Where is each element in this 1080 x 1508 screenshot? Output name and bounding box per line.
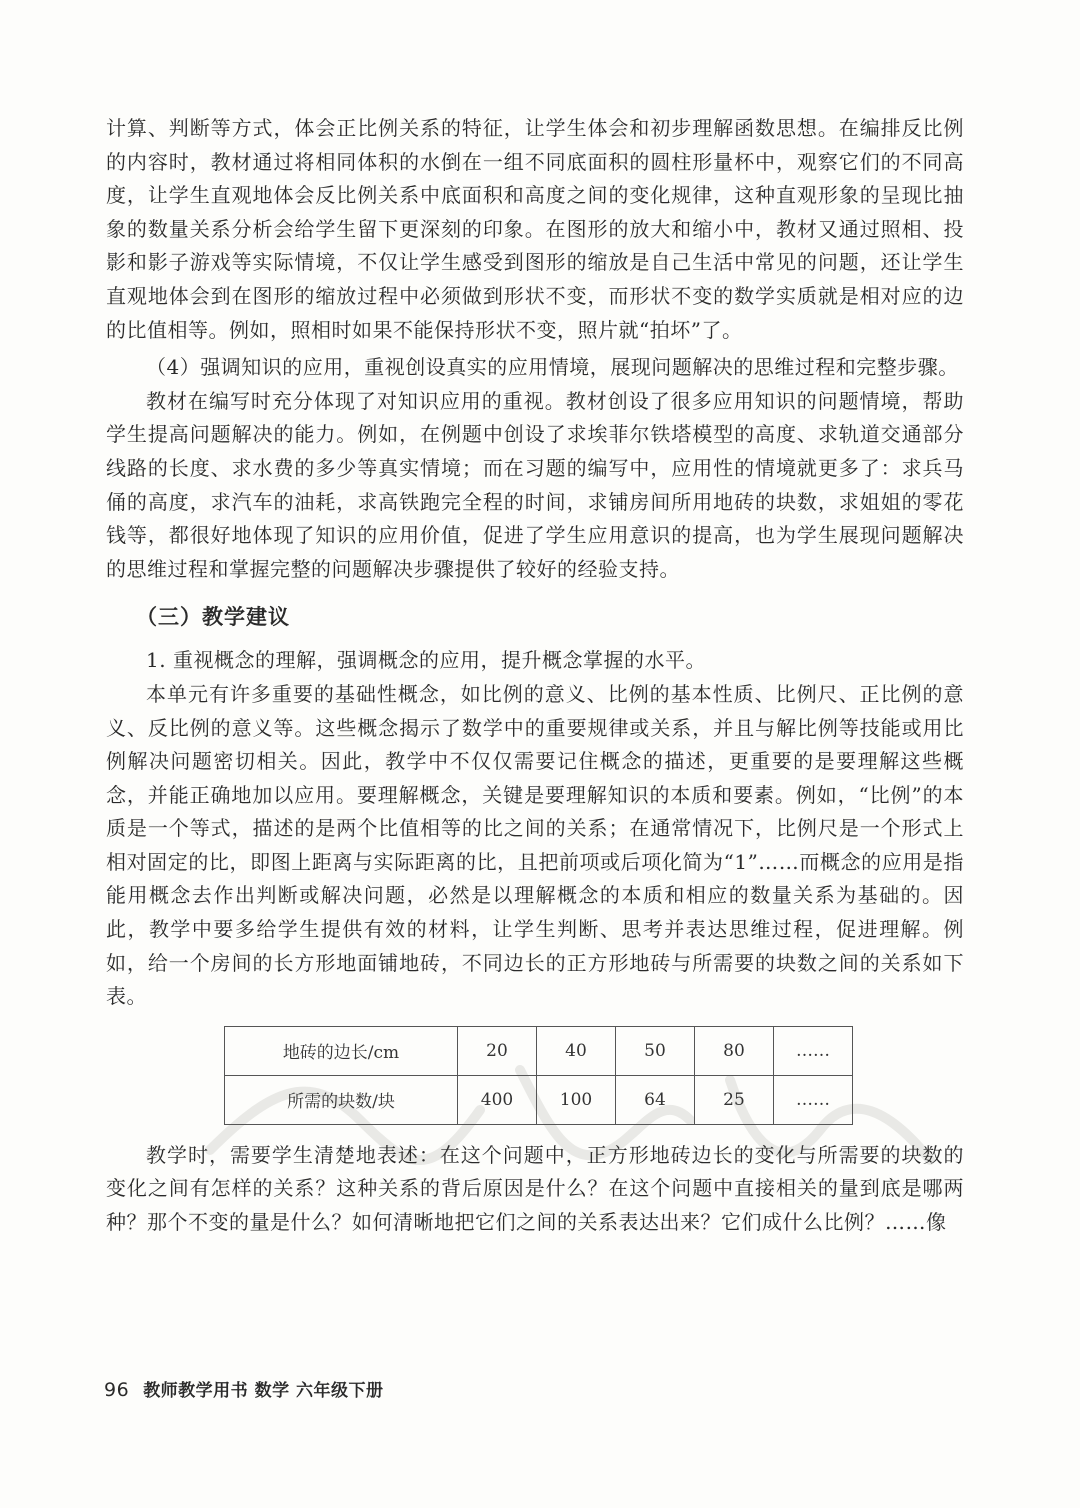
table-cell: 20 (458, 1026, 537, 1075)
paragraph-6: 教学时，需要学生清楚地表述：在这个问题中，正方形地砖边长的变化与所需要的块数的变化之间有怎样的关系？这种关系的背后原因是什么？在这个问题中直接相关的量到底是哪两种？那个不变的量是什么？如何清晰地把它们之间的关系表达出来？它们成什么比例？……像 (106, 1142, 964, 1235)
table-cell: …… (774, 1075, 853, 1124)
paragraph-5: 本单元有许多重要的基础性概念，如比例的意义、比例的基本性质、比例尺、正比例的意义、反比例的意义等。这些概念揭示了数学中的重要规律或关系，并且与解比例等技能或用比例解决问题密切相关。因此，教学中不仅仅需要记住概念的描述，更重要的是要理解这些概念，并能正确地加以应用。要理解概念，关键是要理解知识的本质和要素。例如，“比例”的本质是一个等式，描述的是两个比值相等的比之间的关系；在通常情况下，比例尺是一个形式上相对固定的比，即图上距离与实际距离的比，且把前项或后项化简为“1”……而概念的应用是指能用概念去作出判断或解决问题，必然是以理解概念的本质和相应的数量关系为基础的。因此，教学中要多给学生提供有效的材料，让学生判断、思考并表达思维过程，促进理解。例如，给一个房间的长方形地面铺地砖，不同边长的正方形地砖与所需要的块数之间的关系如下表。 (106, 681, 964, 1009)
paragraph-2: （4）强调知识的应用，重视创设真实的应用情境，展现问题解决的思维过程和完整步骤。 (146, 355, 959, 380)
table-cell: 50 (616, 1026, 695, 1075)
paragraph-3: 教材在编写时充分体现了对知识应用的重视。教材创设了很多应用知识的问题情境，帮助学生提高问题解决的能力。例如，在例题中创设了求埃菲尔铁塔模型的高度、求轨道交通部分线路的长度、求水费的多少等真实情境；而在习题的编写中，应用性的情境就更多了：求兵马俑的高度，求汽车的油耗，求高铁跑完全程的时间，求铺房间所用地砖的块数，求姐姐的零花钱等，都很好地体现了知识的应用价值，促进了学生应用意识的提高，也为学生展现问题解决的思维过程和掌握完整的问题解决步骤提供了较好的经验支持。 (106, 388, 964, 581)
page-footer (104, 1376, 384, 1401)
tile-table (224, 1026, 853, 1125)
table-cell: 25 (695, 1075, 774, 1124)
table-cell: 80 (695, 1026, 774, 1075)
tile-table-wrapper (224, 1026, 964, 1125)
paragraph-4: 1. 重视概念的理解，强调概念的应用，提升概念掌握的水平。 (146, 648, 706, 673)
main-text (106, 112, 964, 1240)
table-cell: 40 (537, 1026, 616, 1075)
book-title: 教师教学用书 数学 六年级下册 (143, 1381, 384, 1401)
table-cell: 400 (458, 1075, 537, 1124)
section-heading: （三）教学建议 (136, 605, 290, 630)
table-cell-label: 所需的块数/块 (225, 1075, 458, 1124)
paragraph-1: 计算、判断等方式，体会正比例关系的特征，让学生体会和初步理解函数思想。在编排反比例的内容时，教材通过将相同体积的水倒在一组不同底面积的圆柱形量杯中，观察它们的不同高度，让学生直观地体会反比例关系中底面积和高度之间的变化规律，这种直观形象的呈现比抽象的数量关系分析会给学生留下更深刻的印象。在图形的放大和缩小中，教材又通过照相、投影和影子游戏等实际情境，不仅让学生感受到图形的缩放是自己生活中常见的问题，还让学生直观地体会到在图形的缩放过程中必须做到形状不变，而形状不变的数学实质就是相对应的边的比值相等。例如，照相时如果不能保持形状不变，照片就“拍坏”了。 (106, 116, 964, 342)
table-cell: 64 (616, 1075, 695, 1124)
page-number: 96 (104, 1379, 130, 1401)
table-row (225, 1075, 853, 1124)
table-cell: 100 (537, 1075, 616, 1124)
table-cell-label: 地砖的边长/cm (225, 1026, 458, 1075)
table-cell: …… (774, 1026, 853, 1075)
table-row (225, 1026, 853, 1075)
